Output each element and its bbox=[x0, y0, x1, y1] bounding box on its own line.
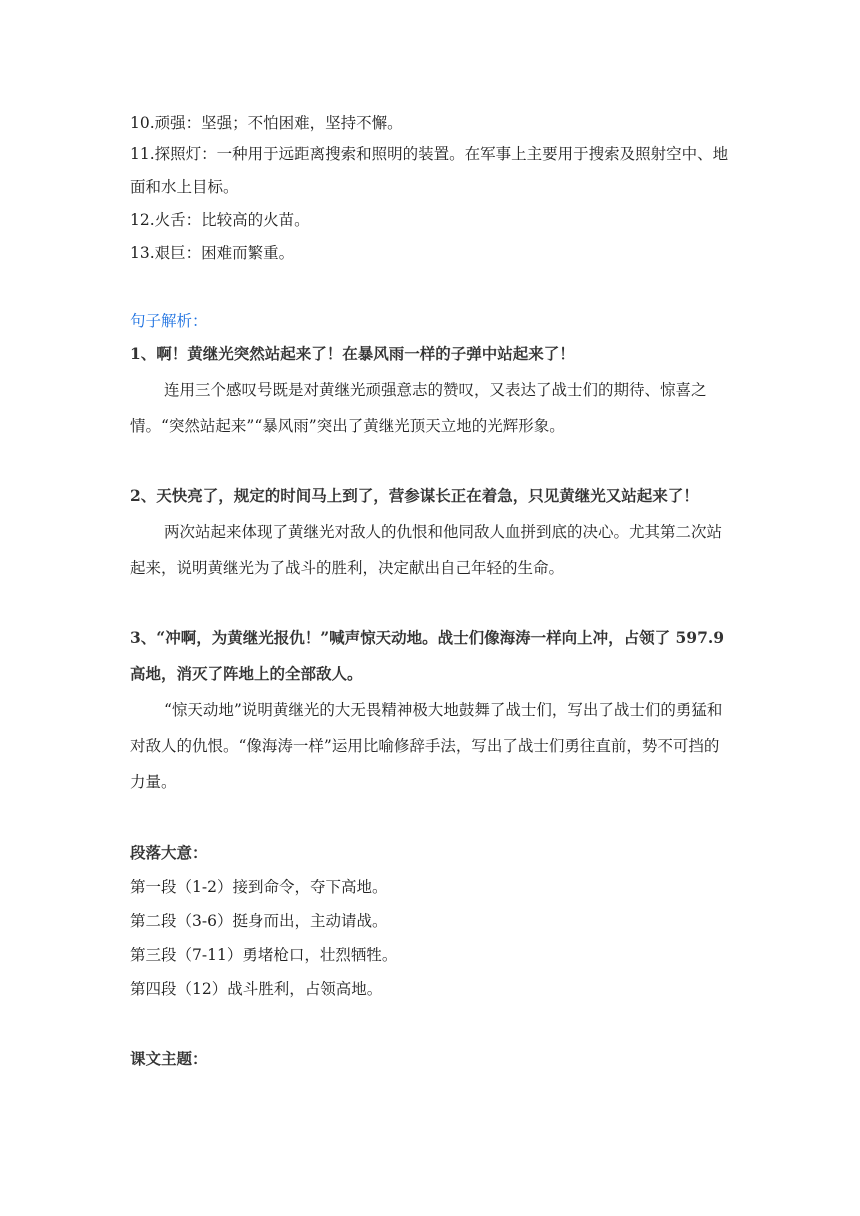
summary-item: 第二段（3-6）挺身而出，主动请战。 bbox=[130, 912, 388, 930]
sentence-item bbox=[130, 478, 732, 586]
theme-heading: 课文主题： bbox=[130, 1049, 208, 1068]
sentence-analysis-text: “惊天动地”说明黄继光的大无畏精神极大地鼓舞了战士们，写出了战士们的勇猛和对敌人的仇恨。“像海涛一样”运用比喻修辞手法，写出了战士们勇往直前，势不可挡的力量。 bbox=[130, 701, 723, 791]
summary-item: 第一段（1-2）接到命令，夺下高地。 bbox=[130, 878, 388, 896]
sentence-analysis-text: 两次站起来体现了黄继光对敌人的仇恨和他同敌人血拼到底的决心。尤其第二次站起来，说明黄继光为了战斗的胜利，决定献出自己年轻的生命。 bbox=[130, 523, 723, 577]
vocab-list bbox=[130, 108, 732, 270]
summary-item: 第四段（12）战斗胜利，占领高地。 bbox=[130, 980, 383, 998]
summary-item: 第三段（7-11）勇堵枪口，壮烈牺牲。 bbox=[130, 946, 398, 964]
sentence-text: 1、啊！黄继光突然站起来了！在暴风雨一样的子弹中站起来了！ bbox=[130, 344, 575, 363]
sentence-text: 3、“冲啊，为黄继光报仇！”喊声惊天动地。战士们像海涛一样向上冲，占领了 597.9 高地，消灭了阵地上的全部敌人。 bbox=[130, 628, 725, 683]
sentence-analysis-heading: 句子解析： bbox=[130, 312, 208, 330]
paragraph-summary-list bbox=[130, 870, 732, 1006]
vocab-item: 10.顽强：坚强；不怕困难，坚持不懈。 bbox=[130, 114, 403, 132]
document-page bbox=[130, 108, 732, 1074]
sentence-item bbox=[130, 336, 732, 444]
vocab-item: 13.艰巨：困难而繁重。 bbox=[130, 244, 295, 262]
sentence-text: 2、天快亮了，规定的时间马上到了，营参谋长正在着急，只见黄继光又站起来了！ bbox=[130, 486, 699, 505]
sentence-analysis-text: 连用三个感叹号既是对黄继光顽强意志的赞叹，又表达了战士们的期待、惊喜之情。“突然站起来”“暴风雨”突出了黄继光顶天立地的光辉形象。 bbox=[130, 381, 707, 435]
sentence-item bbox=[130, 620, 732, 800]
paragraph-summary-heading: 段落大意： bbox=[130, 843, 208, 862]
vocab-item: 12.火舌：比较高的火苗。 bbox=[130, 211, 310, 229]
vocab-item: 11.探照灯：一种用于远距离搜索和照明的装置。在军事上主要用于搜索及照射空中、地面和水上目标。 bbox=[130, 145, 729, 196]
